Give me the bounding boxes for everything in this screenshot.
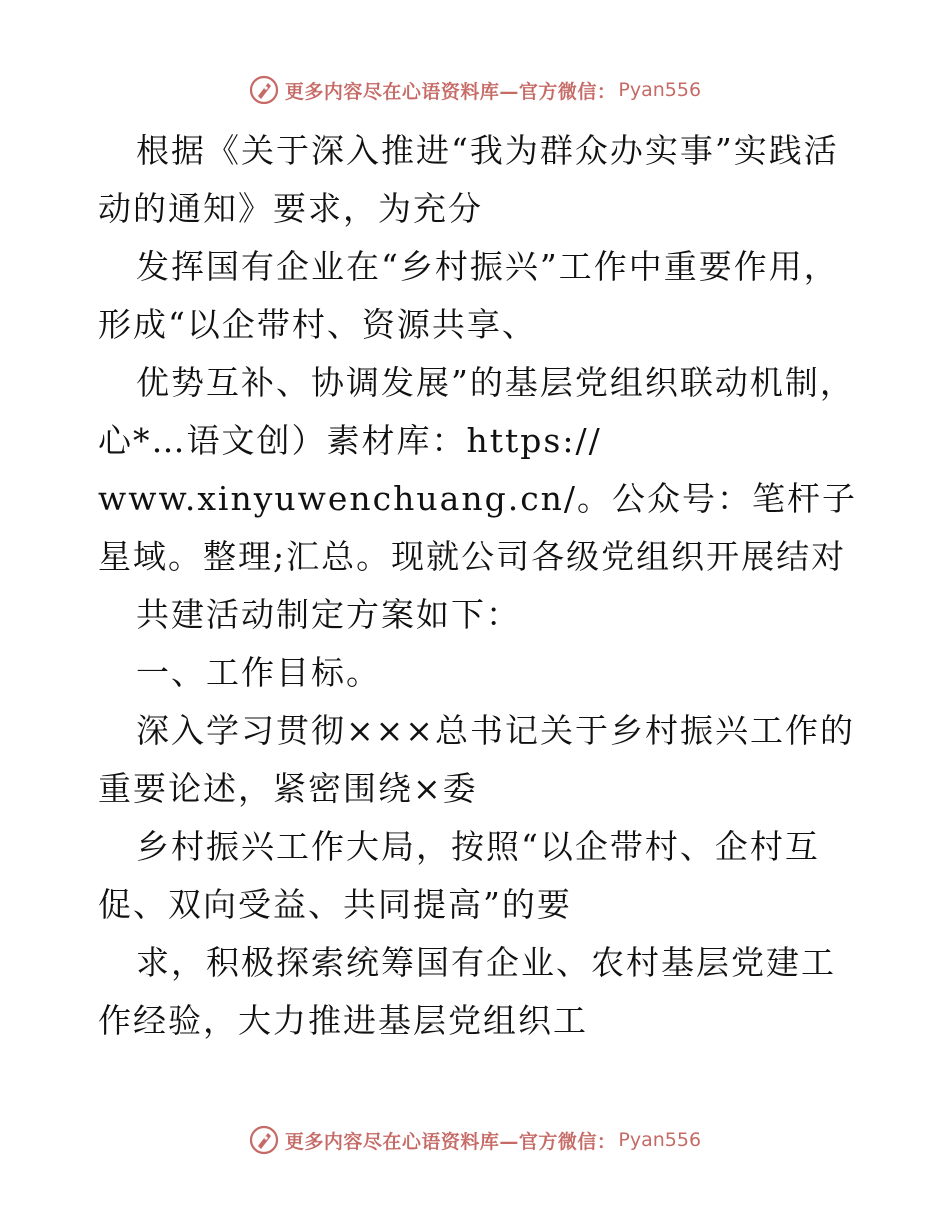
footer-banner-wechat: Pyan556 xyxy=(618,1129,702,1151)
paragraph-1: 根据《关于深入推进“我为群众办实事”实践活动的通知》要求，为充分 xyxy=(98,131,839,228)
header-banner-text: 更多内容尽在心语资料库—官方微信： xyxy=(284,80,617,103)
document-body xyxy=(98,122,858,1050)
pen-nib-icon xyxy=(249,1125,279,1155)
paragraph-7: 深入学习贯彻×××总书记关于乡村振兴工作的重要论述，紧密围绕×委 xyxy=(98,711,855,808)
paragraph-3: 优势互补、协调发展”的基层党组织联动机制， xyxy=(136,363,855,402)
pen-nib-icon xyxy=(249,75,279,105)
paragraph-8: 乡村振兴工作大局，按照“以企带村、企村互促、双向受益、共同提高”的要 xyxy=(98,827,820,924)
footer-watermark-banner xyxy=(0,1122,950,1158)
paragraph-4: 心*…语文创）素材库：https:// xyxy=(98,421,602,460)
paragraph-9: 求，积极探索统筹国有企业、农村基层党建工作经验，大力推进基层党组织工 xyxy=(98,943,836,1040)
footer-banner-text: 更多内容尽在心语资料库—官方微信： xyxy=(284,1130,617,1153)
section-heading-1: 一、工作目标。 xyxy=(136,653,381,692)
paragraph-6: 共建活动制定方案如下： xyxy=(136,595,521,634)
header-watermark-banner xyxy=(0,72,950,108)
paragraph-2: 发挥国有企业在“乡村振兴”工作中重要作用，形成“以企带村、资源共享、 xyxy=(98,247,839,344)
header-banner-wechat: Pyan556 xyxy=(618,79,702,101)
paragraph-5: www.xinyuwenchuang.cn/。公众号：笔杆子星域。整理;汇总。现就公司各级党组织开展结对 xyxy=(98,479,858,576)
